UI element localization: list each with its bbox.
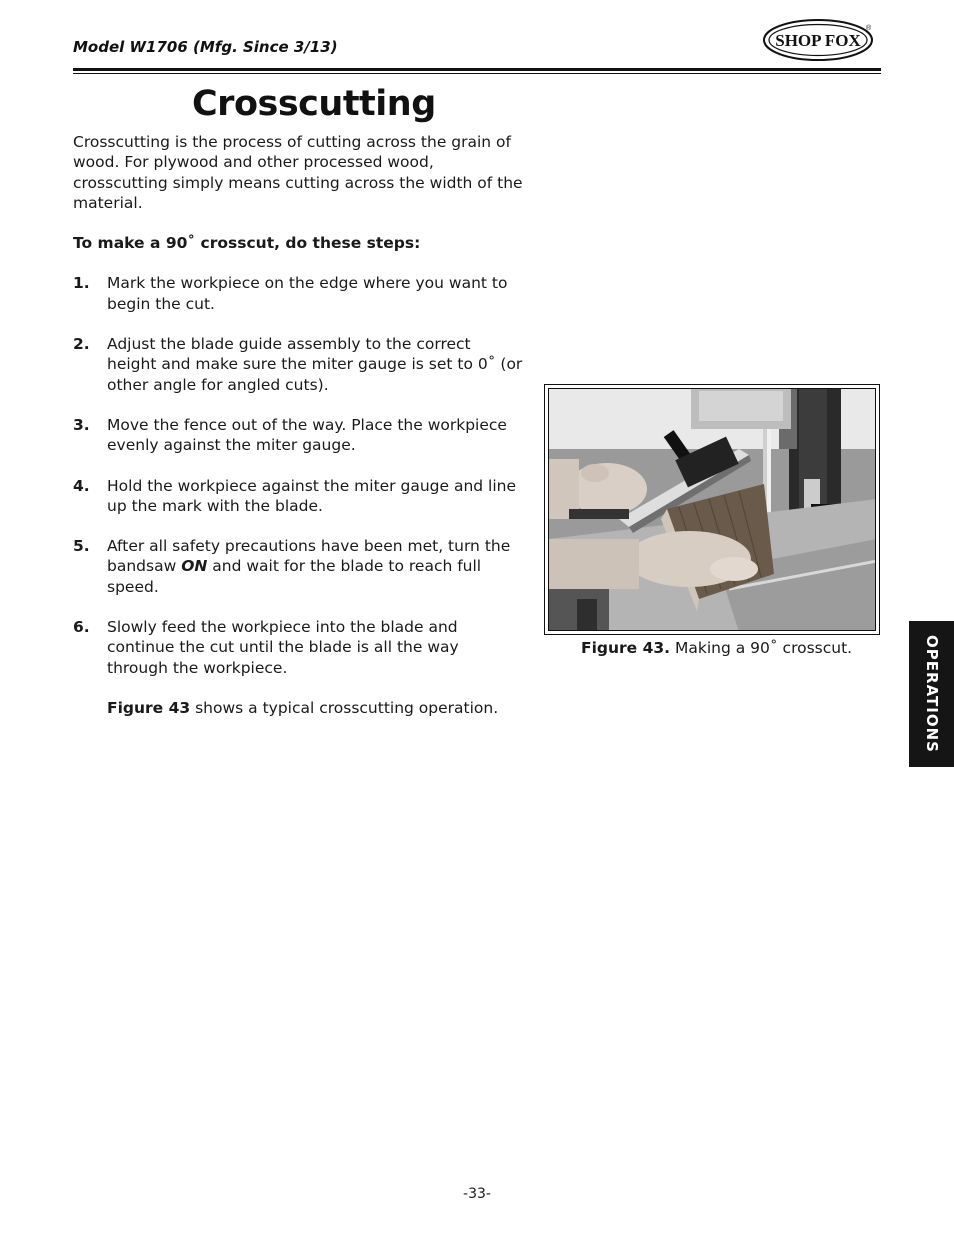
logo-registered-mark: ® bbox=[866, 25, 872, 32]
header-rule-thick bbox=[73, 68, 881, 71]
header-model: Model W1706 (Mfg. Since 3/13) bbox=[73, 38, 338, 56]
body-column bbox=[73, 132, 523, 718]
step-number: 3. bbox=[73, 415, 90, 434]
figure-43-photo bbox=[548, 388, 876, 631]
figure-ref-label: Figure 43 bbox=[107, 698, 191, 717]
page-title: Crosscutting bbox=[192, 84, 436, 124]
step-emphasis-on: ON bbox=[181, 557, 208, 576]
step-text-after: and wait for the blade to reach full speed. bbox=[107, 557, 482, 596]
step-text: Slowly feed the workpiece into the blade and continue the cut until the blade is all the way through the workpiece. bbox=[107, 618, 459, 677]
step-1 bbox=[73, 273, 523, 314]
step-number: 1. bbox=[73, 274, 90, 293]
operations-side-tab bbox=[909, 621, 954, 767]
step-text: Move the fence out of the way. Place the workpiece evenly against the miter gauge. bbox=[107, 415, 507, 455]
shop-fox-logo bbox=[762, 18, 874, 62]
step-2 bbox=[73, 334, 523, 395]
step-text: Hold the workpiece against the miter gauge and line up the mark with the blade. bbox=[107, 476, 517, 515]
step-text: Adjust the blade guide assembly to the correct height and make sure the miter gauge is set to 0˚ (or other angle for angled cuts). bbox=[107, 335, 523, 394]
step-number: 5. bbox=[73, 537, 90, 556]
caption-text: Making a 90˚ crosscut. bbox=[670, 639, 853, 657]
steps-lead: To make a 90˚ crosscut, do these steps: bbox=[73, 234, 421, 253]
figure-43-caption bbox=[581, 639, 852, 657]
step-6 bbox=[73, 617, 523, 678]
step-number: 4. bbox=[73, 476, 90, 495]
step-text: Mark the workpiece on the edge where you want to begin the cut. bbox=[107, 274, 508, 313]
figure-reference bbox=[73, 698, 523, 718]
step-number: 6. bbox=[73, 618, 90, 637]
figure-43-frame bbox=[544, 384, 880, 635]
step-number: 2. bbox=[73, 335, 90, 354]
step-3 bbox=[73, 415, 523, 456]
side-tab-label: OPERATIONS bbox=[922, 635, 941, 753]
page-number: -33- bbox=[463, 1186, 491, 1202]
intro-paragraph: Crosscutting is the process of cutting across the grain of wood. For plywood and other processed wood, crosscutting simply means cutting across the width of the material. bbox=[73, 133, 523, 212]
logo-text: SHOP FOX bbox=[775, 31, 861, 50]
step-5 bbox=[73, 536, 523, 597]
step-4 bbox=[73, 476, 523, 517]
header-rule-thin bbox=[73, 73, 881, 74]
caption-label: Figure 43. bbox=[581, 639, 671, 657]
step-text-before: After all safety precautions have been met, turn the bandsaw bbox=[107, 537, 511, 576]
figure-ref-text: shows a typical crosscutting operation. bbox=[190, 698, 499, 717]
